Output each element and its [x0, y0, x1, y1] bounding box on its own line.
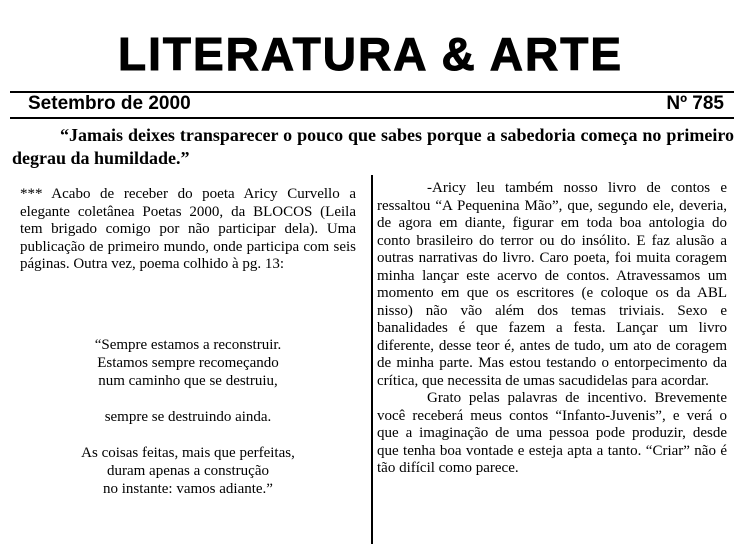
issue-date: Setembro de 2000: [28, 93, 191, 114]
poem-line: sempre se destruindo ainda.: [104, 408, 272, 425]
poem-stanza-break: [20, 390, 356, 408]
poem-line: num caminho que se destruiu,: [98, 372, 278, 389]
poem: [20, 336, 356, 498]
epigraph-quote: “Jamais deixes transparecer o pouco que sabes porque a sabedoria começa no primeiro degrau da humildade.”: [12, 125, 734, 168]
left-column-paragraph: *** Acabo de receber do poeta Aricy Curvello a elegante coletânea Poetas 2000, da BLOCOS (Leila tem brigado comigo por não participar dela). Uma publicação de primeiro mundo, onde participa com seis páginas. Outra vez, poema colhido à pg. 13:: [20, 186, 356, 272]
poem-line: Estamos sempre recomeçando: [97, 354, 279, 371]
poem-line: duram apenas a construção: [106, 462, 269, 479]
right-column: [377, 180, 727, 478]
column-divider: [371, 175, 373, 544]
dateline-bar: [10, 91, 734, 119]
poem-line: As coisas feitas, mais que perfeitas,: [81, 444, 295, 461]
right-column-paragraph-2: Grato pelas palavras de incentivo. Brevemente você receberá meus contos “Infanto-Juvenis”, e verá o que a imaginação de uma pessoa pode produzir, desde que tenha boa vontade e esteja apta a tanto. “Criar” não é tão difícil como parece.: [377, 390, 727, 476]
poem-stanza-break: [20, 426, 356, 444]
left-column: [20, 186, 356, 498]
issue-number: Nº 785: [666, 93, 724, 114]
poem-line: “Sempre estamos a reconstruir.: [94, 336, 282, 353]
masthead-title: LITERATURA & ARTE: [117, 28, 624, 80]
right-column-paragraph-1: -Aricy leu também nosso livro de contos e ressaltou “A Pequenina Mão”, que, segundo ele, deveria, de agora em diante, figurar em toda boa antologia do conto brasileiro do terror ou do insólito. E faz alusão a outras narrativas do livro. Caro poeta, foi muita coragem minha lançar este acervo de contos. Atravessamos um momento em que os escritores (e coloque os da ABL nisso) não vão além dos temas triviais. Sexo e banalidades é que fazem a festa. Lançar um livro diferente, desse teor é, antes de tudo, um ato de coragem de minha parte. Mas estou testando o entorpecimento da crítica, que necessita de umas sacudidelas para acordar.: [377, 180, 727, 389]
poem-line: no instante: vamos adiante.”: [103, 480, 273, 497]
